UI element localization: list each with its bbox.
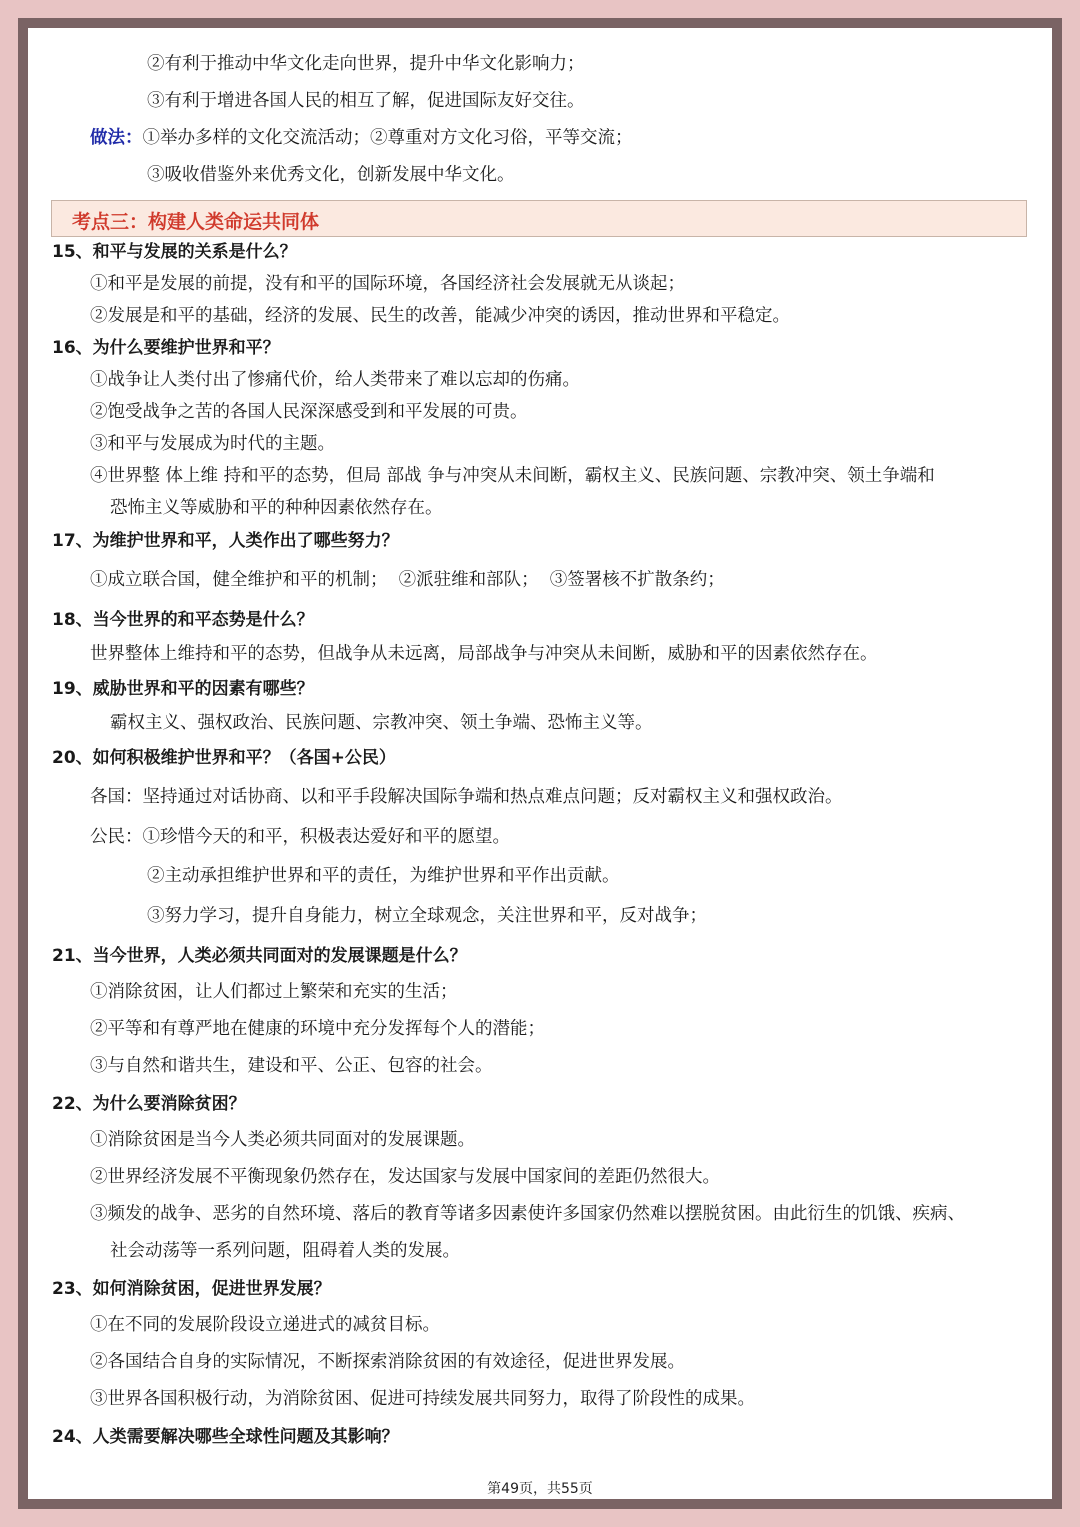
q16-answer-5: 恐怖主义等威胁和平的种种因素依然存在。 bbox=[110, 498, 443, 518]
intro-line-1: ②有利于推动中华文化走向世界，提升中华文化影响力； bbox=[147, 54, 585, 74]
q20-answer-2: 公民：①珍惜今天的和平，积极表达爱好和平的愿望。 bbox=[90, 827, 510, 847]
q18-title: 18、当今世界的和平态势是什么？ bbox=[52, 610, 314, 630]
q17-title: 17、为维护世界和平，人类作出了哪些努力？ bbox=[52, 531, 399, 551]
q20-answer-1: 各国：坚持通过对话协商、以和平手段解决国际争端和热点难点问题；反对霸权主义和强权政治。 bbox=[90, 787, 843, 807]
q23-title: 23、如何消除贫困，促进世界发展？ bbox=[52, 1279, 331, 1299]
q20-answer-3: ②主动承担维护世界和平的责任，为维护世界和平作出贡献。 bbox=[147, 866, 620, 886]
page-number: 第49页，共55页 bbox=[487, 1481, 593, 1497]
method-line-1: ①举办多样的文化交流活动；②尊重对方文化习俗，平等交流； bbox=[142, 128, 633, 148]
q19-answer-1: 霸权主义、强权政治、民族问题、宗教冲突、领土争端、恐怖主义等。 bbox=[110, 713, 653, 733]
q15-answer-2: ②发展是和平的基础，经济的发展、民生的改善，能减少冲突的诱因，推动世界和平稳定。 bbox=[90, 306, 790, 326]
q22-answer-4: 社会动荡等一系列问题，阻碍着人类的发展。 bbox=[110, 1241, 460, 1261]
method-line-2: ③吸收借鉴外来优秀文化，创新发展中华文化。 bbox=[147, 165, 515, 185]
method-row bbox=[90, 126, 633, 150]
q16-answer-3: ③和平与发展成为时代的主题。 bbox=[90, 434, 335, 454]
section-title: 考点三：构建人类命运共同体 bbox=[72, 211, 320, 233]
q24-title: 24、人类需要解决哪些全球性问题及其影响？ bbox=[52, 1427, 399, 1447]
section-header bbox=[51, 200, 1027, 237]
method-label: 做法： bbox=[90, 128, 143, 148]
q23-answer-2: ②各国结合自身的实际情况，不断探索消除贫困的有效途径，促进世界发展。 bbox=[90, 1352, 685, 1372]
q21-answer-2: ②平等和有尊严地在健康的环境中充分发挥每个人的潜能； bbox=[90, 1019, 545, 1039]
q22-answer-2: ②世界经济发展不平衡现象仍然存在，发达国家与发展中国家间的差距仍然很大。 bbox=[90, 1167, 720, 1187]
q20-answer-4: ③努力学习，提升自身能力，树立全球观念，关注世界和平，反对战争； bbox=[147, 906, 707, 926]
q15-answer-1: ①和平是发展的前提，没有和平的国际环境，各国经济社会发展就无从谈起； bbox=[90, 274, 685, 294]
q18-answer-1: 世界整体上维持和平的态势，但战争从未远离，局部战争与冲突从未间断，威胁和平的因素依然存在。 bbox=[90, 644, 878, 664]
q16-answer-2: ②饱受战争之苦的各国人民深深感受到和平发展的可贵。 bbox=[90, 402, 528, 422]
q22-answer-3: ③频发的战争、恶劣的自然环境、落后的教育等诸多因素使许多国家仍然难以摆脱贫困。由此衍生的饥饿、疾病、 bbox=[90, 1204, 965, 1224]
q21-answer-3: ③与自然和谐共生，建设和平、公正、包容的社会。 bbox=[90, 1056, 493, 1076]
q16-answer-1: ①战争让人类付出了惨痛代价，给人类带来了难以忘却的伤痛。 bbox=[90, 370, 580, 390]
q21-answer-1: ①消除贫困，让人们都过上繁荣和充实的生活； bbox=[90, 982, 458, 1002]
q16-answer-4: ④世界整 体上维 持和平的态势，但局 部战 争与冲突从未间断，霸权主义、民族问题、宗教冲突、领土争端和 bbox=[90, 466, 935, 486]
q22-answer-1: ①消除贫困是当今人类必须共同面对的发展课题。 bbox=[90, 1130, 475, 1150]
q23-answer-3: ③世界各国积极行动，为消除贫困、促进可持续发展共同努力，取得了阶段性的成果。 bbox=[90, 1389, 755, 1409]
q21-title: 21、当今世界，人类必须共同面对的发展课题是什么？ bbox=[52, 946, 467, 966]
q17-answer-1: ①成立联合国，健全维护和平的机制； ②派驻维和部队； ③签署核不扩散条约； bbox=[90, 570, 725, 590]
q19-title: 19、威胁世界和平的因素有哪些？ bbox=[52, 679, 314, 699]
q20-title: 20、如何积极维护世界和平？（各国+公民） bbox=[52, 748, 396, 768]
q16-title: 16、为什么要维护世界和平？ bbox=[52, 338, 280, 358]
intro-line-2: ③有利于增进各国人民的相互了解，促进国际友好交往。 bbox=[147, 91, 585, 111]
q15-title: 15、和平与发展的关系是什么？ bbox=[52, 242, 297, 262]
q23-answer-1: ①在不同的发展阶段设立递进式的减贫目标。 bbox=[90, 1315, 440, 1335]
q22-title: 22、为什么要消除贫困？ bbox=[52, 1094, 246, 1114]
